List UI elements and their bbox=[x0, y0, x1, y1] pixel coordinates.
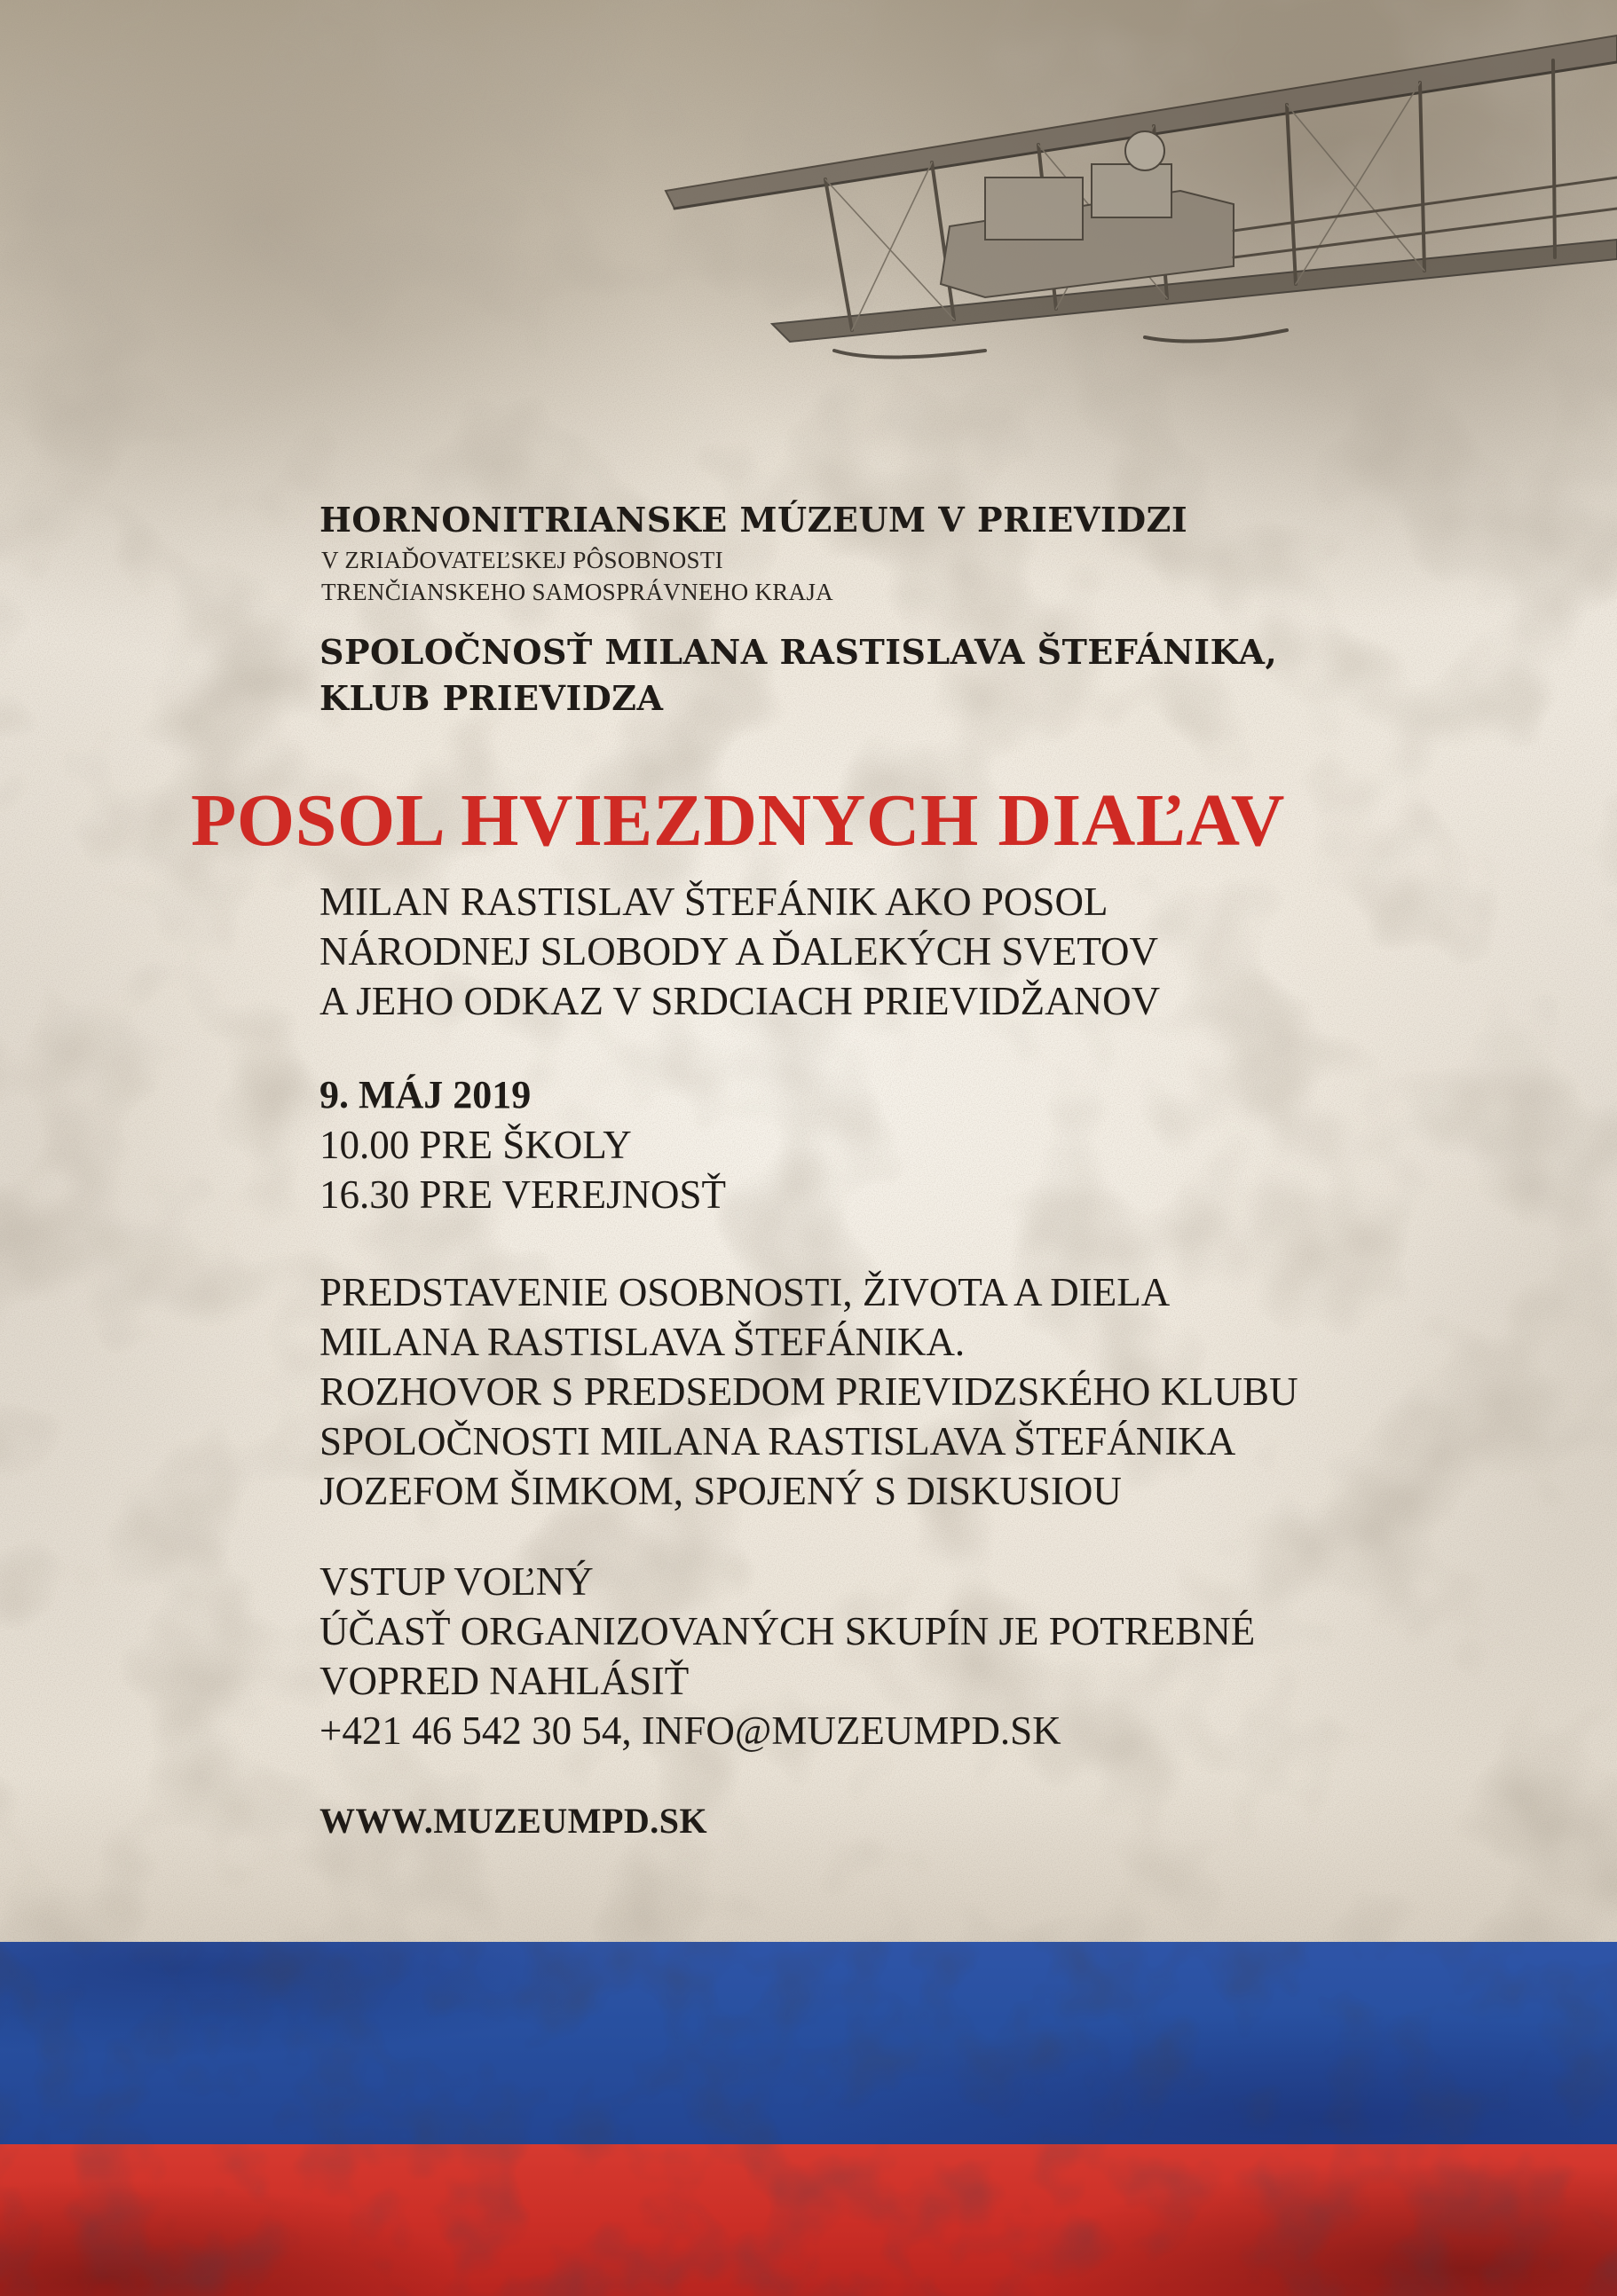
event-date: 9. MÁJ 2019 bbox=[319, 1073, 532, 1116]
admission-line: ÚČASŤ ORGANIZOVANÝCH SKUPÍN JE POTREBNÉ bbox=[319, 1609, 1256, 1653]
description-line: ROZHOVOR S PREDSEDOM PRIEVIDZSKÉHO KLUBU bbox=[319, 1369, 1298, 1414]
vintage-biplane-illustration bbox=[612, 0, 1617, 373]
flag-texture bbox=[0, 1942, 1617, 2296]
contact-line: +421 46 542 30 54, INFO@MUZEUMPD.SK bbox=[319, 1708, 1061, 1753]
society-name-line-1: SPOLOČNOSŤ MILANA RASTISLAVA ŠTEFÁNIKA, bbox=[319, 632, 1278, 672]
event-description bbox=[319, 1267, 1298, 1516]
event-subtitle-line: NÁRODNEJ SLOBODY A ĎALEKÝCH SVETOV bbox=[319, 929, 1159, 974]
admission-line: VOPRED NAHLÁSIŤ bbox=[319, 1659, 690, 1703]
museum-subline-1: V ZRIAĎOVATEĽSKEJ PÔSOBNOSTI bbox=[321, 547, 723, 573]
society-name-line-2: KLUB PRIEVIDZA bbox=[319, 678, 664, 718]
website-link[interactable]: WWW.MUZEUMPD.SK bbox=[319, 1801, 708, 1841]
event-times bbox=[319, 1120, 726, 1219]
event-time-line: 16.30 PRE VEREJNOSŤ bbox=[319, 1172, 726, 1217]
description-line: SPOLOČNOSTI MILANA RASTISLAVA ŠTEFÁNIKA bbox=[319, 1419, 1236, 1464]
museum-subline-2: TRENČIANSKEHO SAMOSPRÁVNEHO KRAJA bbox=[321, 579, 833, 605]
admission-info bbox=[319, 1557, 1255, 1756]
description-line: JOZEFOM ŠIMKOM, SPOJENÝ S DISKUSIOU bbox=[319, 1469, 1122, 1513]
event-subtitle bbox=[319, 877, 1160, 1026]
description-line: PREDSTAVENIE OSOBNOSTI, ŽIVOTA A DIELA bbox=[319, 1270, 1171, 1314]
event-subtitle-line: MILAN RASTISLAV ŠTEFÁNIK AKO POSOL bbox=[319, 880, 1108, 924]
event-title: POSOL HVIEZDNYCH DIAĽAV bbox=[191, 779, 1285, 862]
description-line: MILANA RASTISLAVA ŠTEFÁNIKA. bbox=[319, 1320, 966, 1364]
admission-line: VSTUP VOĽNÝ bbox=[319, 1559, 594, 1604]
museum-name: HORNONITRIANSKE MÚZEUM V PRIEVIDZI bbox=[319, 500, 1188, 540]
event-time-line: 10.00 PRE ŠKOLY bbox=[319, 1123, 632, 1167]
event-subtitle-line: A JEHO ODKAZ V SRDCIACH PRIEVIDŽANOV bbox=[319, 979, 1161, 1023]
